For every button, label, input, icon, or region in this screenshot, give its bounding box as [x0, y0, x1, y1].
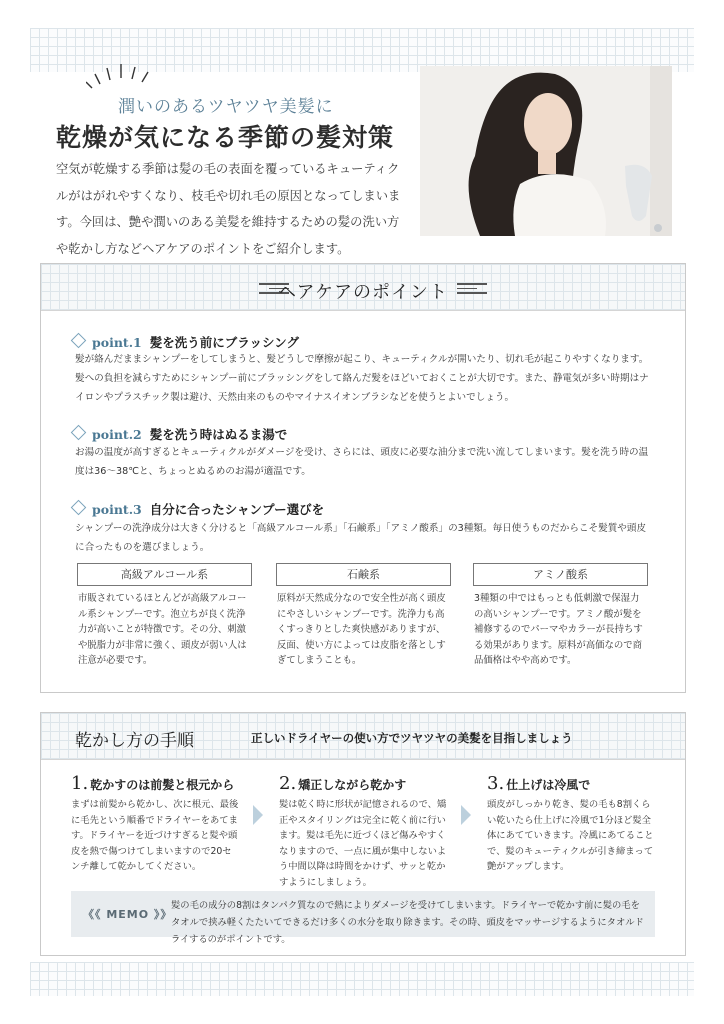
step-2-body: 髪は乾く時に形状が記憶されるので、矯正やスタイリングは完全に乾く前に行います。髪は毛先に近づくほど傷みやすくなりますので、一点に風が集中しないよう中間以降は時間をかけず、サッと乾かすようにしましょう。 [279, 799, 447, 888]
step-3-body: 頭皮がしっかり乾き、髪の毛も8割くらい乾いたら仕上げに冷風で1分ほど髪全体にあてていきます。冷風にあてることで、髪のキューティクルが引き締まって艶がアップします。 [487, 799, 654, 872]
section-subtitle: 正しいドライヤーの使い方でツヤツヤの美髪を目指しましょう [251, 731, 573, 745]
section-header [41, 713, 685, 760]
diamond-icon [71, 333, 87, 349]
drying-steps-section [40, 712, 686, 956]
section-header [41, 264, 685, 311]
shampoo-type-alcohol: 高級アルコール系 [77, 563, 252, 586]
diamond-icon [71, 500, 87, 516]
decorative-grid-bottom [30, 962, 694, 996]
arrow-right-icon [253, 805, 263, 825]
shampoo-type-amino: アミノ酸系 [473, 563, 648, 586]
sparkle-lines-icon [86, 60, 156, 90]
tagline: 潤いのあるツヤツヤ美髪に [118, 97, 334, 117]
step-1-heading: 1. 乾かすのは前髪と根元から [71, 773, 235, 794]
intro-paragraph: 空気が乾燥する季節は髪の毛の表面を覆っているキューティクルがはがれやすくなり、枝毛や切れ毛の原因となってしまいます。今回は、艶や潤いのある美髪を維持するための髪の洗い方や乾かし方などヘアケアのポイントをご紹介します。 [56, 162, 401, 256]
memo-text: 髪の毛の成分の8割はタンパク質なので熱によりダメージを受けてしまいます。ドライヤーで乾かす前に髪の毛をタオルで挟み軽くたたいてできるだけ多くの水分を取り除きます。その時、頭皮をマッサージするようにタオルドライするのがポイントです。 [171, 900, 644, 945]
diamond-icon [71, 425, 87, 441]
shampoo-type-amino-desc: 3種類の中ではもっとも低刺激で保湿力の高いシャンプーです。アミノ酸が髪を補修するのでパーマやカラーが長持ちする効果があります。原料が高価なので商品価格はやや高めです。 [474, 593, 643, 667]
shampoo-type-soap-desc: 原料が天然成分なので安全性が高く頭皮にやさしいシャンプーです。洗浄力も高くすっきりとした爽快感がありますが、反面、使い方によっては皮脂を落としすぎてしまうことも。 [277, 593, 446, 667]
shampoo-type-alcohol-desc: 市販されているほとんどが高級アルコール系シャンプーです。泡立ちが良く洗浄力が高いことが特徴です。その分、刺激や脱脂力が非常に強く、頭皮が弱い人は注意が必要です。 [78, 593, 247, 667]
point-1-body: 髪が絡んだままシャンプーをしてしまうと、髪どうしで摩擦が起こり、キューティクルが開いたり、切れ毛が起こりやすくなります。髪への負担を減らすためにシャンプー前にブラッシングをして絡んだ髪をほどいておくことが大切です。また、静電気が多い時期はナイロンやプラスチック製は避け、天然由来のものやマイナスイオンブラシなどを使うとよいでしょう。 [75, 354, 649, 403]
deco-lines-right-icon [457, 283, 487, 295]
woman-drying-hair-photo [420, 66, 672, 236]
section-title: ヘアケアのポイント [278, 282, 448, 303]
point-1-heading: point.1 髪を洗う前にブラッシング [73, 333, 299, 351]
arrow-right-icon [461, 805, 471, 825]
point-3-heading: point.3 自分に合ったシャンプー選びを [73, 500, 324, 518]
step-3-heading: 3. 仕上げは冷風で [487, 773, 591, 794]
point-2-heading: point.2 髪を洗う時はぬるま湯で [73, 425, 287, 443]
memo-label: 《《 MEMO 》》 [83, 908, 173, 921]
step-1-body: まずは前髪から乾かし、次に根元、最後に毛先という順番でドライヤーをあてます。ドライヤーを近づけすぎると髪や頭皮を熱で傷つけてしまいますので20センチ離して乾かしてください。 [71, 799, 239, 872]
point-3-body: シャンプーの洗浄成分は大きく分けると「高級アルコール系」「石鹸系」「アミノ酸系」の3種類。毎日使うものだからこそ髪質や頭皮に合ったものを選びましょう。 [75, 523, 647, 553]
hair-care-points-section [40, 263, 686, 693]
page-title: 乾燥が気になる季節の髪対策 [56, 123, 395, 152]
shampoo-type-soap: 石鹸系 [276, 563, 451, 586]
point-2-body: お湯の温度が高すぎるとキューティクルがダメージを受け、さらには、頭皮に必要な油分まで洗い流してしまいます。髪を洗う時の温度は36〜38℃と、ちょっとぬるめのお湯が適温です。 [75, 447, 649, 477]
step-2-heading: 2. 矯正しながら乾かす [279, 773, 407, 794]
memo-box [71, 891, 655, 945]
section-title: 乾かし方の手順 [75, 731, 194, 751]
